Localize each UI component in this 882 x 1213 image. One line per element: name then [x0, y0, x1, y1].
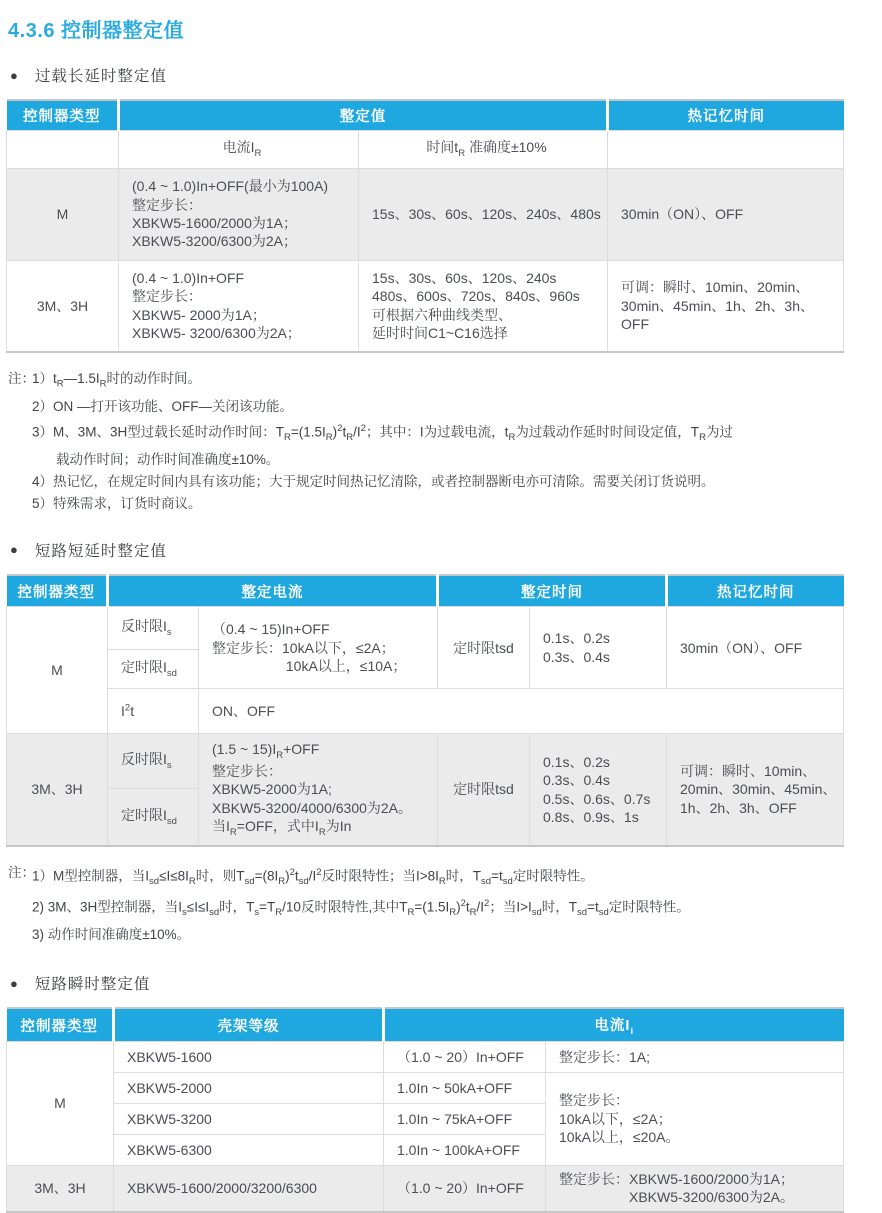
cell-label-i2t: $I^2t$: [108, 689, 199, 734]
subheader-time: 时间$t_R$ 准确度±10%: [359, 130, 608, 168]
bullet-icon: ●: [10, 542, 18, 558]
table-row-m: [7, 168, 844, 260]
cell-current-setting: （0.4 ~ 15)In+OFF 整定步长：10kA以下，≤2A； 10kA以上，≤10A；: [199, 607, 438, 689]
cell-time-options: 0.1s、0.2s 0.3s、0.4s: [530, 607, 667, 689]
table-row-m-inverse: [7, 607, 844, 650]
note-line: 1）M型控制器，当$I_{sd}\le I\le 8I_R$时，则$T_{sd}=(8I_R)^2t_{sd}/I^2$反时限特性；当$I>8I_R$时，$T_{sd}=t_{sd}$定时限特性。: [32, 866, 594, 888]
table-row-2000: [7, 1072, 844, 1103]
notes-short-delay: [8, 862, 882, 946]
cell-thermal-memory: 可调：瞬时、10min、 20min、30min、45min、 1h、2h、3h、OFF: [667, 734, 844, 846]
cell-time-setting: 15s、30s、60s、120s、240s、480s: [359, 168, 608, 260]
note-line: $1)t_R—1.5I_R$时的动作时间。: [32, 371, 202, 390]
cell-label-definite-limit: 定时限$I_{sd}$: [108, 789, 199, 846]
col-header-current-ii: 电流$I_i$: [384, 1008, 844, 1041]
empty-cell: [608, 130, 844, 168]
notes-label: 注：: [8, 864, 35, 880]
cell-frame: XBKW5-1600: [114, 1041, 384, 1072]
note-line: 2）ON —打开该功能、OFF—关闭该功能。: [32, 398, 294, 414]
col-header-controller-type: 控制器类型: [7, 575, 108, 607]
cell-frame: XBKW5-3200: [114, 1103, 384, 1134]
cell-frame: XBKW5-1600/2000/3200/6300: [114, 1165, 384, 1211]
cell-label-inverse-limit: 反时限$I_s$: [108, 607, 199, 650]
section-heading-label: 短路瞬时整定值: [34, 976, 151, 994]
cell-frame: XBKW5-6300: [114, 1134, 384, 1165]
table-row-3m3h: [7, 1165, 844, 1211]
notes-overload: [8, 368, 882, 515]
note-line: 3）M、3M、3H型过载长延时动作时间：$T_R=(1.5I_R)^2t_R/I^2$；其中：I为过载电流，$t_R$为过载动作延时时间设定值，$T_R$为过 载动作时间；动作时间准确度±10%。: [32, 422, 733, 467]
note-line: 5）特殊需求，订货时商议。: [32, 495, 202, 511]
col-header-setting-time: 整定时间: [438, 575, 667, 607]
cell-current-setting: (0.4 ~ 1.0)In+OFF(最小为100A) 整定步长： XBKW5-1600/2000为1A； XBKW5-3200/6300为2A；: [119, 168, 359, 260]
cell-current-setting: (1.5 ~ $15)I_R+OFF$ 整定步长： XBKW5-2000为1A; XBKW5-3200/4000/6300为2A。 当$I_R=OFF$，式中$I_R$为In: [199, 734, 438, 846]
col-header-setting-value: 整定值: [119, 100, 608, 130]
notes-label: 注：: [8, 371, 35, 386]
note-line: 3) 动作时间准确度±10%。: [32, 927, 191, 943]
cell-thermal-memory: 30min（ON）、OFF: [667, 607, 844, 689]
short-circuit-instantaneous-table: [6, 1007, 844, 1212]
overload-long-delay-table: [6, 99, 844, 353]
cell-step: 整定步长： 10kA以下，≤2A； 10kA以上，≤20A。: [546, 1072, 844, 1165]
cell-type: M: [7, 1041, 114, 1165]
cell-step: 整定步长：1A;: [546, 1041, 844, 1072]
cell-time-setting: 15s、30s、60s、120s、240s 480s、600s、720s、840s、960s 可根据六种曲线类型、 延时时间C1~C16选择: [359, 260, 608, 352]
cell-type: 3M、3H: [7, 1165, 114, 1211]
cell-type: 3M、3H: [7, 734, 108, 846]
col-header-controller-type: 控制器类型: [7, 100, 119, 130]
section-heading-label: 短路短延时整定值: [34, 542, 167, 560]
col-header-frame-size: 壳架等级: [114, 1008, 384, 1041]
page-title: 4.3.6 控制器整定值: [8, 20, 185, 42]
col-header-thermal-memory: 热记忆时间: [608, 100, 844, 130]
subheader-current: 电流$I_R$: [119, 130, 359, 168]
cell-range: （1.0 ~ 20）In+OFF: [384, 1165, 546, 1211]
col-header-thermal-memory: 热记忆时间: [667, 575, 844, 607]
cell-label-definite-limit: 定时限$I_{sd}$: [108, 650, 199, 689]
bullet-icon: ●: [10, 67, 18, 83]
cell-label-definite-tsd: 定时限tsd: [438, 607, 530, 689]
cell-i2t-options: ON、OFF: [199, 689, 844, 734]
section-heading-instantaneous: [10, 972, 882, 994]
col-header-setting-current: 整定电流: [108, 575, 438, 607]
cell-thermal-memory: 可调：瞬时、10min、20min、 30min、45min、1h、2h、3h、OFF: [608, 260, 844, 352]
section-heading-short-delay: [10, 539, 882, 561]
table-row-3m3h-inverse: [7, 734, 844, 789]
section-heading-label: 过载长延时整定值: [34, 68, 167, 85]
cell-frame: XBKW5-2000: [114, 1072, 384, 1103]
cell-time-options: 0.1s、0.2s 0.3s、0.4s 0.5s、0.6s、0.7s 0.8s、0.9s、1s: [530, 734, 667, 846]
cell-label-definite-tsd: 定时限tsd: [438, 734, 530, 846]
cell-type: M: [7, 607, 108, 734]
cell-range: 1.0In ~ 50kA+OFF: [384, 1072, 546, 1103]
cell-current-setting: (0.4 ~ 1.0)In+OFF 整定步长： XBKW5- 2000为1A； XBKW5- 3200/6300为2A；: [119, 260, 359, 352]
cell-range: 1.0In ~ 75kA+OFF: [384, 1103, 546, 1134]
cell-thermal-memory: 30min（ON）、OFF: [608, 168, 844, 260]
col-header-controller-type: 控制器类型: [7, 1008, 114, 1041]
cell-range: （1.0 ~ 20）In+OFF: [384, 1041, 546, 1072]
short-circuit-short-delay-table: [6, 574, 844, 847]
table-row-3m3h: [7, 260, 844, 352]
cell-type: 3M、3H: [7, 260, 119, 352]
cell-range: 1.0In ~ 100kA+OFF: [384, 1134, 546, 1165]
note-line: 2) 3M、3H型控制器，当$I_s\le I\le I_{sd}$时，$T_s=T_R/10$反时限特性,其中$T_R=(1.5I_R)^2t_R/I^2$；当$I>I_{sd}$时，$T_{sd}=t_{sd}$定时限特性。: [32, 898, 690, 919]
table-row-m-i2t: [7, 689, 844, 734]
bullet-icon: ●: [10, 975, 18, 991]
empty-cell: [7, 130, 119, 168]
cell-step: 整定步长：XBKW5-1600/2000为1A； XBKW5-3200/6300为2A。: [546, 1165, 844, 1211]
cell-type: M: [7, 168, 119, 260]
section-heading-overload: [10, 64, 882, 86]
table-row-1600: [7, 1041, 844, 1072]
cell-label-inverse-limit: 反时限$I_s$: [108, 734, 199, 789]
note-line: 4）热记忆，在规定时间内具有该功能；大于规定时间热记忆清除，或者控制器断电亦可清除。需要关闭订货说明。: [32, 473, 715, 489]
